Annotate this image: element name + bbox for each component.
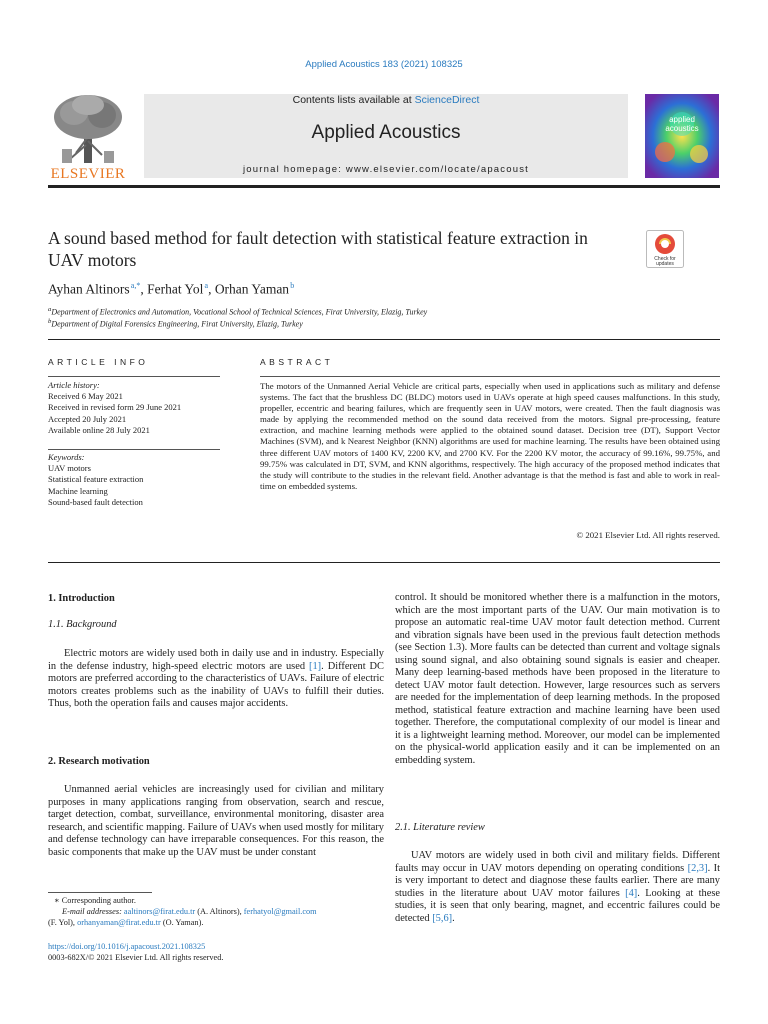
- keyword-item: Statistical feature extraction: [48, 474, 144, 485]
- publisher-name: ELSEVIER: [50, 166, 126, 182]
- doi-link[interactable]: https://doi.org/10.1016/j.apacoust.2021.108325: [48, 942, 206, 951]
- section-heading-research-motivation: 2. Research motivation: [48, 756, 150, 767]
- cover-art-icon: [645, 94, 719, 178]
- keyword-item: Sound-based fault detection: [48, 496, 143, 507]
- section-heading-introduction: 1. Introduction: [48, 593, 115, 604]
- abstract-text: The motors of the Unmanned Aerial Vehicle are critical parts, especially when used in applications such as military and defense systems. The fact that the brushless DC (BLDC) motors used in UAVs operate at high speed causes malfunctions. In this study, propeller, eccentric and bearing failures, which are frequently seen in UAV motors, were created. Then the fault diagnosis was made by applying the recommended method on the sound data received from the motors. Signal pre-processing, feature extraction, and machine learning methods were applied to the obtained sound dataset. Decision tree (DT), Support Vector Machines (SVM), and k Nearest Neighbor (KNN) algorithms are used for machine learning. The results have been obtained using three different UAV motors of 1400 KV, 2200 KV, and 2700 KV. For the 2200 KV motor, the accuracy of 99.16%, 99.75%, and 99.75% was calculated in DT, SVM, and KNN algorithms, respectively. The high accuracy of the proposed method indicates that the study will contribute to the studies in the relevant field. Another advantage is that the method is fast and able to work in real-time on embedded systems.: [260, 381, 720, 491]
- subsection-heading-background: 1.1. Background: [48, 619, 117, 630]
- text-run: UAV motors are widely used in both civil and military fields. Different faults may occur in UAV motors depending on operating conditions: [395, 850, 720, 874]
- email-owner: (A. Altinors),: [195, 907, 244, 917]
- sciencedirect-link[interactable]: ScienceDirect: [414, 94, 480, 106]
- email-link[interactable]: ferhatyol@gmail.com: [243, 907, 317, 917]
- citation-ref[interactable]: [2,3]: [687, 862, 708, 874]
- info-divider: [48, 376, 220, 377]
- keywords: [48, 452, 220, 508]
- author-affil-sup[interactable]: a,*: [130, 281, 141, 290]
- email-line: [48, 906, 384, 917]
- affiliation-a: [48, 306, 427, 317]
- journal-homepage[interactable]: journal homepage: www.elsevier.com/locate/apacoust: [242, 164, 529, 175]
- keyword-item: Machine learning: [48, 485, 108, 496]
- corresponding-text: Corresponding author.: [61, 896, 136, 905]
- affiliation-b: [48, 318, 303, 329]
- contents-line: [144, 94, 628, 106]
- contents-prefix: Contents lists available at: [292, 94, 415, 106]
- email-owner: (O. Yaman).: [160, 918, 204, 928]
- issn-copyright: 0003-682X/© 2021 Elsevier Ltd. All rights reserved.: [48, 953, 224, 962]
- affiliation-sup: b: [48, 318, 52, 325]
- text-run: . Looking at these studies, it is seen that only bearing, magnet, and eccentric failures could be detected: [395, 887, 721, 924]
- paragraph-literature-review: [395, 850, 720, 925]
- affiliation-text: Department of Digital Forensics Engineering, Firat University, Elazig, Turkey: [51, 319, 303, 329]
- history-item: Available online 28 July 2021: [48, 424, 150, 435]
- paragraph-background: [48, 648, 384, 711]
- email-link[interactable]: aaltinors@firat.edu.tr: [123, 907, 196, 917]
- citation-ref[interactable]: [1]: [309, 660, 322, 672]
- author-affil-sup[interactable]: b: [290, 281, 295, 290]
- journal-cover-image[interactable]: [645, 94, 719, 178]
- check-badge-line2: updates: [656, 261, 674, 267]
- author-affil-sup[interactable]: a: [204, 281, 209, 290]
- elsevier-logo[interactable]: [48, 93, 128, 183]
- journal-title: Applied Acoustics: [311, 122, 461, 143]
- keywords-label: Keywords:: [48, 452, 85, 462]
- text-run: . Different DC motors are preferred according to the characteristics of UAVs. Failure of electric motors creates problems such as the inability of UAVs to fulfill their duties. Thus, both the operation fails and causes major accidents.: [48, 660, 384, 709]
- header-divider: [48, 185, 720, 188]
- article-info-heading: ARTICLE INFO: [48, 357, 149, 367]
- paragraph-research-motivation: Unmanned aerial vehicles are increasingly used for civilian and military purposes in many applications ranging from observation, search and rescue, target detection, combat, surveillance, environmental monitoring, disaster area research, and scientific mapping. Failure of UAVs when used mostly for military and defense technology can have irreparable consequences. For this reason, the basic components that make up the UAV must be under constant: [48, 784, 384, 858]
- author-name[interactable]: Ayhan Altinors: [48, 281, 130, 297]
- abstract-copyright: © 2021 Elsevier Ltd. All rights reserved.: [576, 530, 720, 540]
- check-badge-line1: Check for: [654, 256, 676, 262]
- corresponding-author-note: ∗ Corresponding author.: [54, 896, 136, 905]
- abstract-divider: [260, 376, 720, 377]
- cover-title-1: applied: [669, 115, 695, 124]
- footnote-divider: [48, 892, 152, 893]
- history-item: Received in revised form 29 June 2021: [48, 402, 182, 413]
- citation-ref[interactable]: [5,6]: [432, 912, 453, 924]
- journal-banner: [144, 94, 628, 178]
- text-run: .: [452, 912, 455, 924]
- author-name[interactable]: Ferhat Yol: [147, 281, 204, 297]
- email-label: E-mail addresses:: [62, 907, 122, 917]
- text-run: . It is very important to detect and diagnose these faults earlier. There are many studies in the literature about UAV motor failures: [395, 862, 720, 899]
- author-name[interactable]: Orhan Yaman: [214, 281, 290, 297]
- abstract-bottom-divider: [48, 562, 720, 563]
- tree-icon: [48, 93, 128, 165]
- paper-title: A sound based method for fault detection with statistical feature extraction in UAV motors: [48, 228, 588, 270]
- email-owner: (F. Yol),: [48, 918, 78, 928]
- check-for-updates-icon: [646, 230, 684, 268]
- abstract-heading: ABSTRACT: [260, 357, 334, 367]
- email-line-2: [48, 917, 384, 928]
- history-label: Article history:: [48, 380, 100, 390]
- title-divider: [48, 339, 720, 340]
- author-list: Ayhan Altinors $^{a,*}$, Ferhat Yol $^a$, Orhan Yaman $^b$: [48, 281, 295, 297]
- email-link[interactable]: orhanyaman@firat.edu.tr: [77, 918, 161, 928]
- cover-title-2: acoustics: [665, 124, 699, 133]
- paragraph-motivation-continued: control. It should be monitored whether there is a malfunction in the motors, which are the most important parts of the UAV. Our main motivation is to propose an automatic real-time UAV motor fault detection method. Current and vibration signals have been used in the previous fault detection methods (see Section 1.3). More faults can be detected than current and voltage signals using sound signal, and also obtaining sound signals is easier and cheaper. Many deep learning-based methods have been proposed in the literature to detect UAV motor fault detection. However, large resources such as servers are needed for the implementation of deep learning methods. In the proposed method, statistical feature extraction and machine learning have been used together. Therefore, the computational complexity of our model is linear and it is a lightweight learning method. Moreover, our model can be implemented on the physical-world application easily and it can be implemented on an embedding system.: [395, 592, 720, 766]
- footnotes: [48, 895, 384, 929]
- text-run: Electric motors are widely used both in daily use and in industry. Especially in the defense industry, high-speed electric motors are used: [48, 648, 384, 672]
- journal-citation-link[interactable]: Applied Acoustics 183 (2021) 108325: [305, 59, 463, 70]
- check-for-updates-button[interactable]: [646, 230, 684, 268]
- keywords-divider: [48, 449, 220, 450]
- affiliation-text: Department of Electronics and Automation, Vocational School of Technical Sciences, Firat University, Elazig, Turkey: [51, 307, 428, 317]
- history-item: Accepted 20 July 2021: [48, 413, 127, 424]
- history-item: Received 6 May 2021: [48, 391, 123, 402]
- affiliation-sup: a: [48, 306, 52, 313]
- citation-ref[interactable]: [4]: [625, 887, 638, 899]
- keyword-item: UAV motors: [48, 463, 91, 474]
- subsection-heading-literature-review: 2.1. Literature review: [395, 822, 485, 833]
- article-history: [48, 380, 220, 436]
